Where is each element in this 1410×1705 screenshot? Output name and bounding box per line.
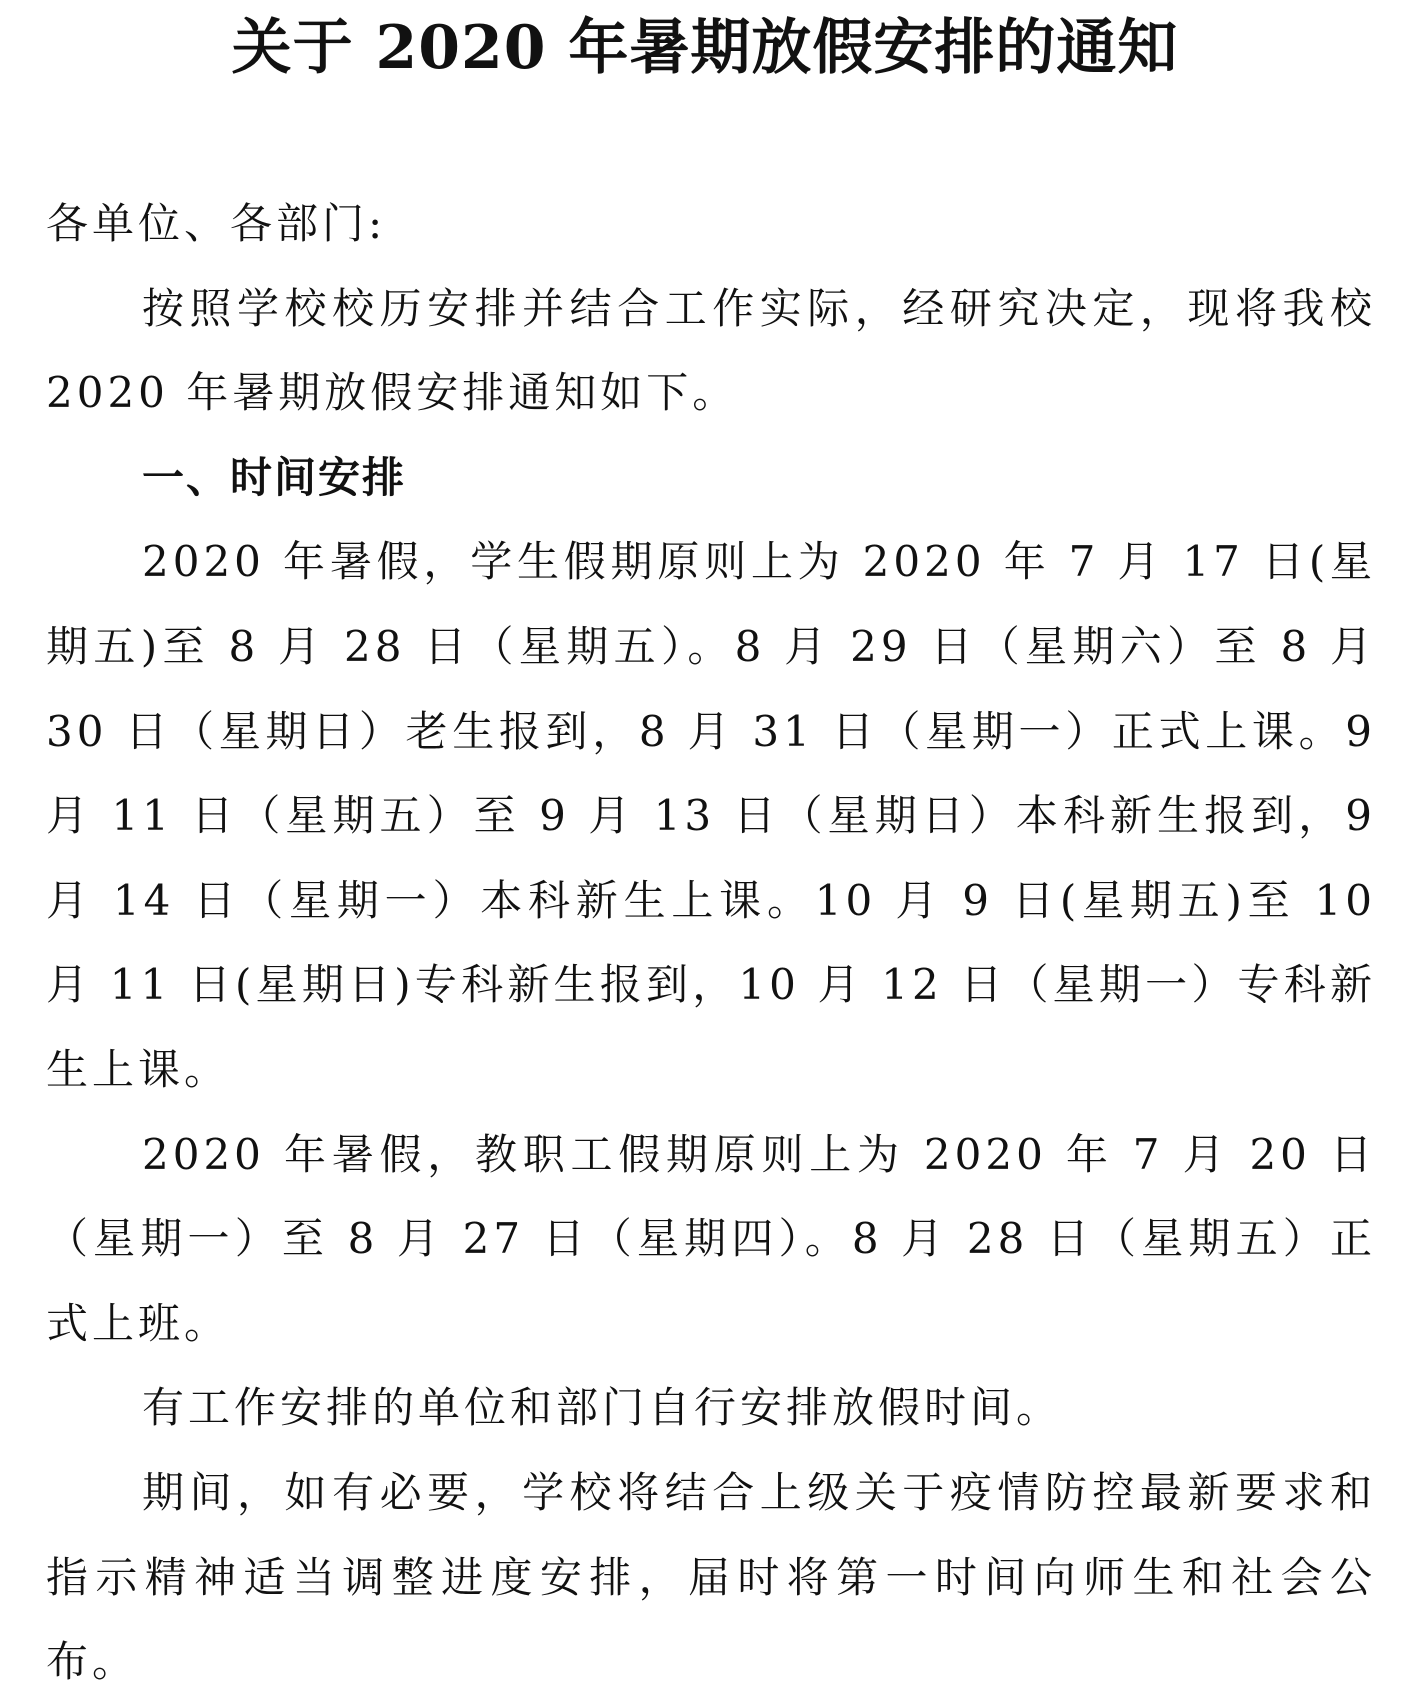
- students-schedule-paragraph: 2020 年暑假，学生假期原则上为 2020 年 7 月 17 日(星期五)至 8 月 28 日（星期五）。8 月 29 日（星期六）至 8 月 30 日（星期日）老生报到，8 月 31 日（星期一）正式上课。9 月 11 日（星期五）至 9 月 13 日（星期日）本科新生报到，9 月 14 日（星期一）本科新生上课。10 月 9 日(星期五)至 10 月 11 日(星期日)专科新生报到，10 月 12 日（星期一）专科新生上课。: [46, 537, 1376, 1094]
- adjustment-paragraph: 期间，如有必要，学校将结合上级关于疫情防控最新要求和指示精神适当调整进度安排，届时将第一时间向师生和社会公布。: [46, 1467, 1376, 1687]
- document-body: [46, 182, 1376, 1705]
- staff-schedule-paragraph: 2020 年暑假，教职工假期原则上为 2020 年 7 月 20 日（星期一）至 8 月 27 日（星期四）。8 月 28 日（星期五）正式上班。: [46, 1129, 1376, 1348]
- document-title: 关于 2020 年暑期放假安排的通知: [231, 13, 1179, 83]
- section-heading-schedule: 一、时间安排: [142, 452, 407, 502]
- units-paragraph: 有工作安排的单位和部门自行安排放假时间。: [142, 1383, 1063, 1433]
- salutation: 各单位、各部门:: [46, 199, 387, 248]
- intro-paragraph: 按照学校校历安排并结合工作实际，经研究决定，现将我校 2020 年暑期放假安排通知如下。: [46, 283, 1376, 418]
